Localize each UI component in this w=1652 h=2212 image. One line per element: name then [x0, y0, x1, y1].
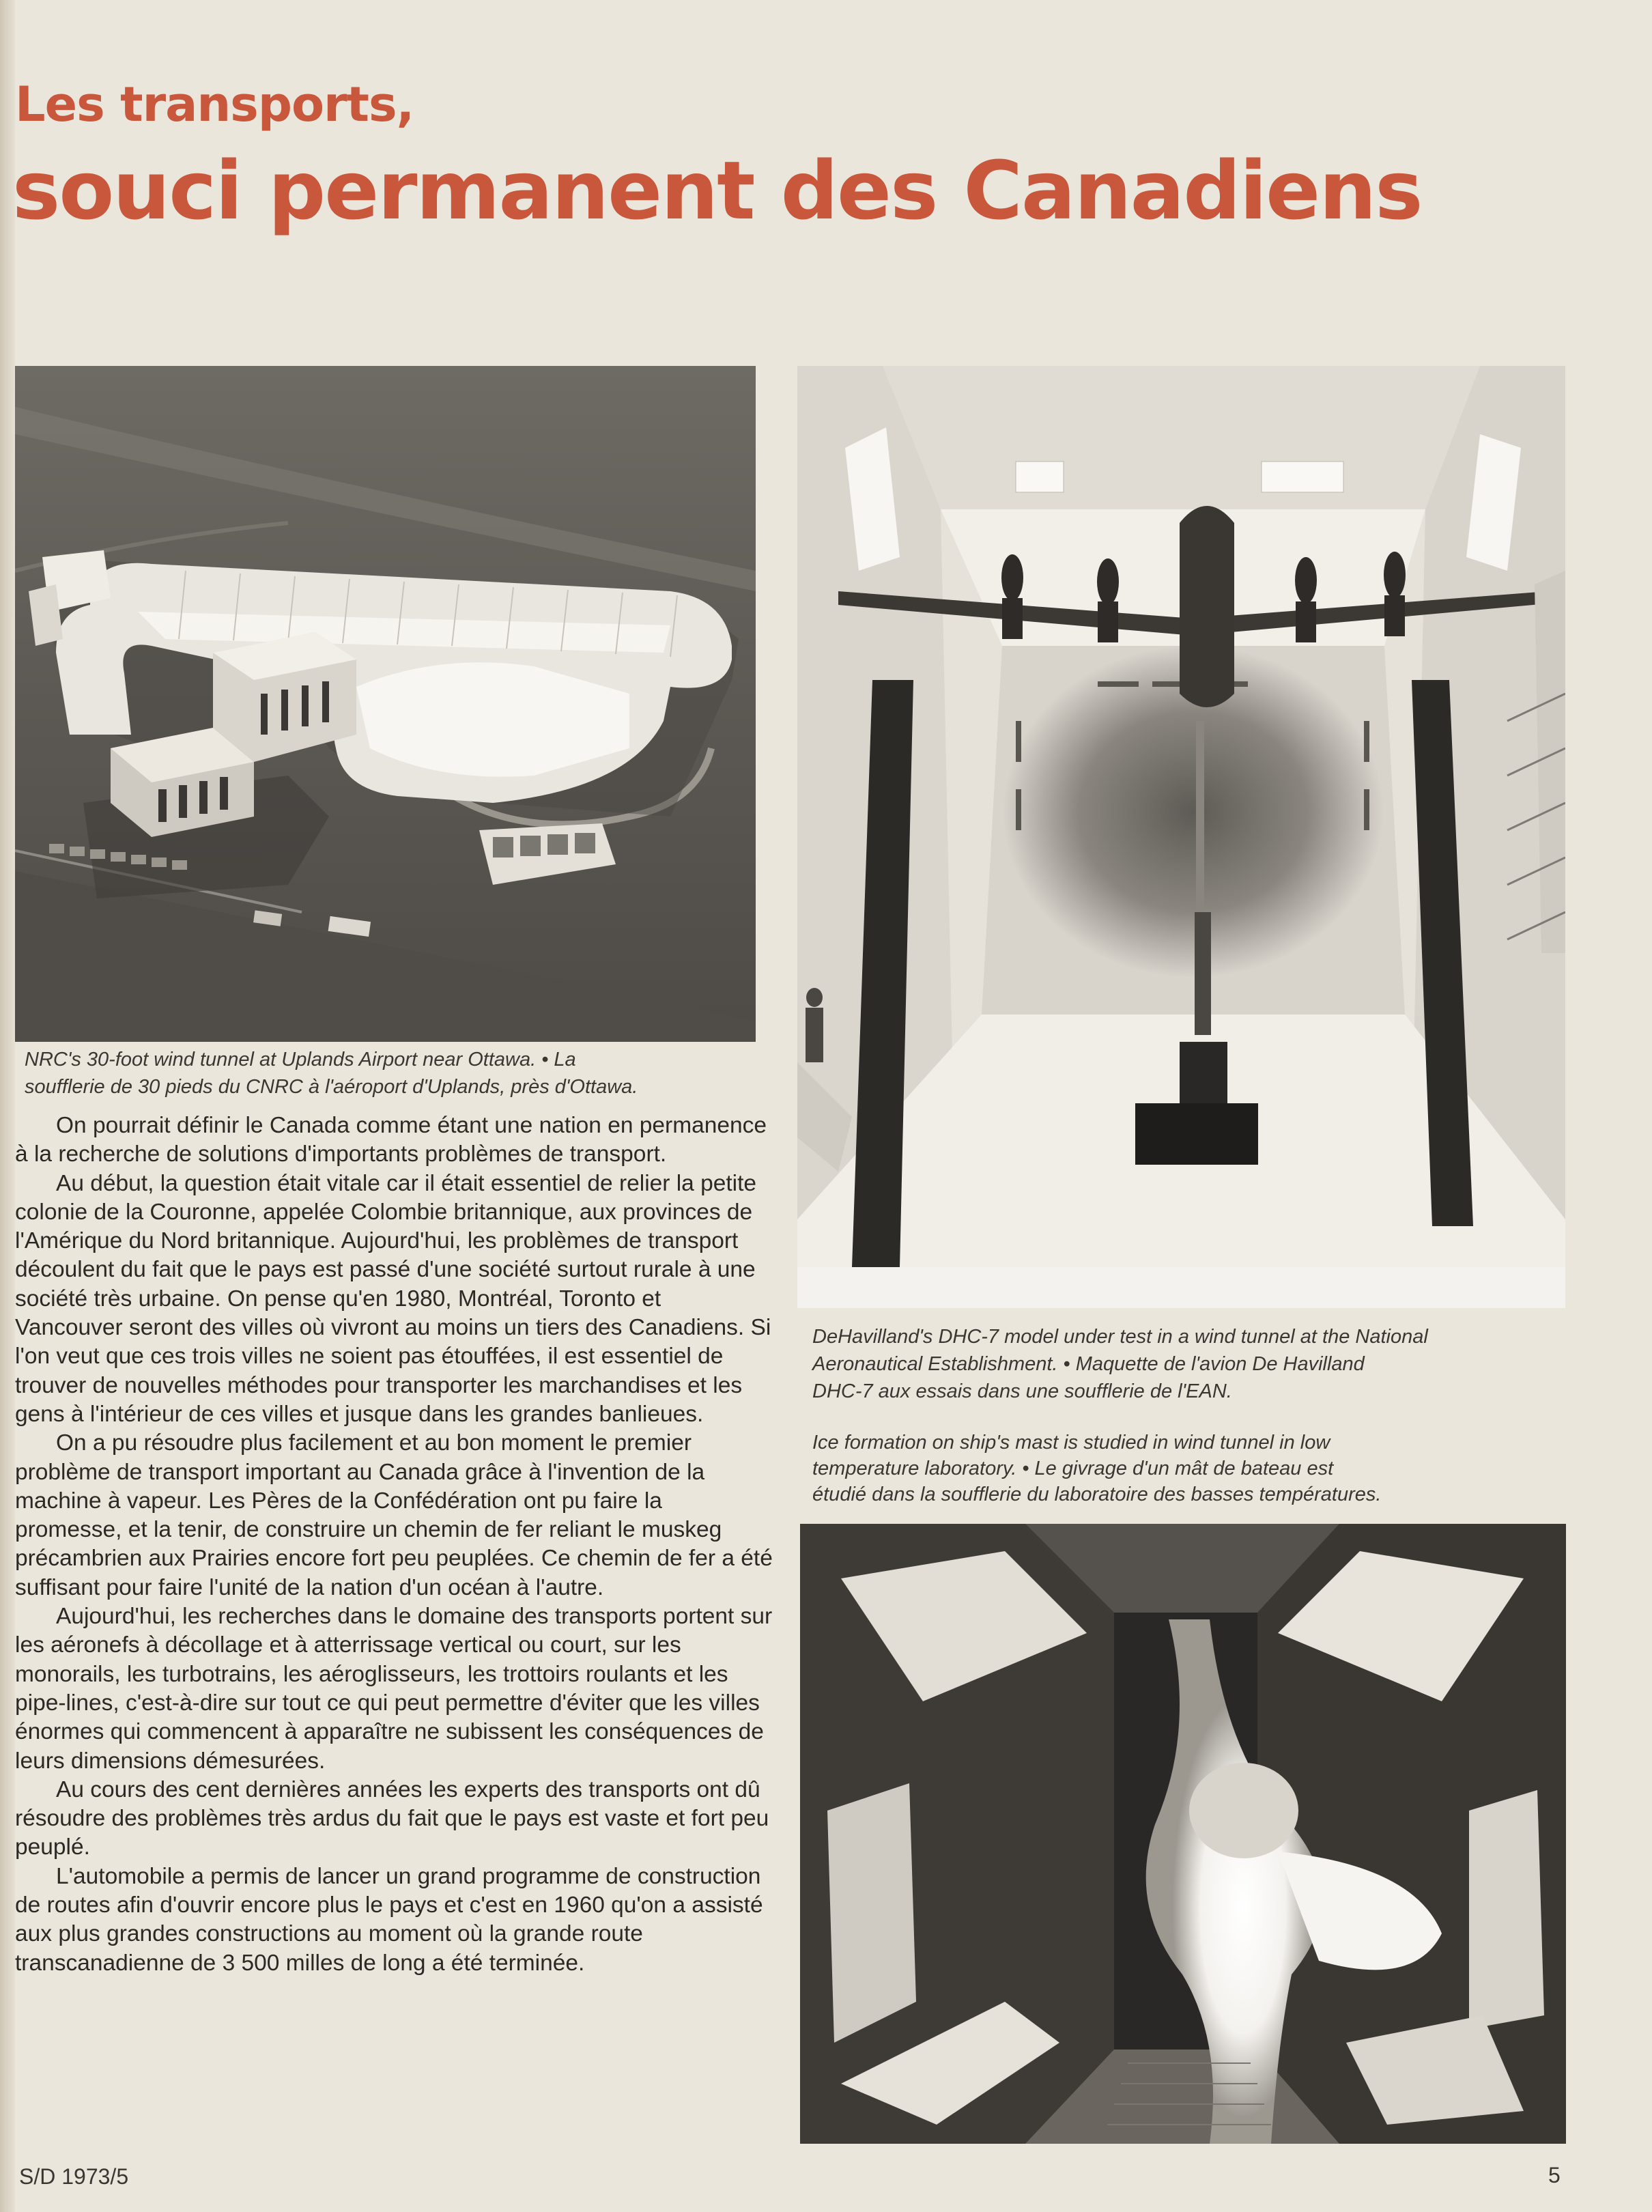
wind-tunnel-caption [25, 1046, 638, 1101]
dhc7-caption-line-1: DeHavilland's DHC-7 model under test in a wind tunnel at the National [812, 1326, 1428, 1348]
paragraph-4: Aujourd'hui, les recherches dans le domaine des transports portent sur les aéronefs à décollage et à atterrissage vertical ou court, sur les monorails, les turbotrains, les aéroglisseurs, les trottoirs roulants et les pipe-lines, c'est-à-dire sur tout ce qui peut permettre d'éviter que les villes énormes qui commencent à apparaître ne subissent les conséquences de leurs dimensions démesurées. [15, 1604, 773, 1774]
page-number: 5 [1548, 2163, 1561, 2187]
ice-caption-line-3: étudié dans la soufflerie du laboratoire des basses températures. [812, 1484, 1382, 1505]
dhc7-caption [812, 1323, 1428, 1405]
ice-caption [812, 1430, 1381, 1507]
article-body [15, 1111, 773, 1978]
wind-tunnel-caption-line-1: NRC's 30-foot wind tunnel at Uplands Airport near Ottawa. • La [25, 1049, 576, 1070]
issue-footer: S/D 1973/5 [19, 2164, 129, 2189]
dhc7-model-photo [797, 366, 1565, 1308]
wind-tunnel-aerial-photo [15, 366, 756, 1042]
headline-line-1: Les transports, [15, 76, 414, 132]
paragraph-1: On pourrait définir le Canada comme étant une nation en permanence à la recherche de solutions d'importants problèmes de transport. [15, 1113, 767, 1167]
wind-tunnel-caption-line-2: soufflerie de 30 pieds du CNRC à l'aéroport d'Uplands, près d'Ottawa. [25, 1076, 638, 1098]
ice-caption-line-1: Ice formation on ship's mast is studied in wind tunnel in low [812, 1432, 1330, 1454]
paragraph-3: On a pu résoudre plus facilement et au bon moment le premier problème de transport important au Canada grâce à l'invention de la machine à vapeur. Les Pères de la Confédération ont pu faire la promesse, et la tenir, de construire un chemin de fer reliant le muskeg précambrien aux Prairies encore fort peu peuplées. Ce chemin de fer a été suffisant pour faire l'unité de la nation d'un océan à l'autre. [15, 1430, 773, 1600]
dhc7-caption-line-2: Aeronautical Establishment. • Maquette de l'avion De Havilland [812, 1353, 1365, 1375]
ice-formation-photo [800, 1524, 1566, 2144]
paragraph-5: Au cours des cent dernières années les experts des transports ont dû résoudre des problèmes très ardus du fait que le pays est vaste et fort peu peuplé. [15, 1776, 769, 1860]
paragraph-6: L'automobile a permis de lancer un grand programme de construction de routes afin d'ouvrir encore plus le pays et c'est en 1960 qu'on a assisté aux plus grandes constructions au moment où la grande route transcanadienne de 3 500 milles de long a été terminée. [15, 1863, 763, 1976]
dhc7-caption-line-3: DHC-7 aux essais dans une soufflerie de l'EAN. [812, 1380, 1232, 1402]
headline-line-2: souci permanent des Canadiens [12, 143, 1422, 238]
ice-caption-line-2: temperature laboratory. • Le givrage d'un mât de bateau est [812, 1458, 1334, 1479]
paragraph-2: Au début, la question était vitale car il était essentiel de relier la petite colonie de la Couronne, appelée Colombie britannique, aux provinces de l'Amérique du Nord britannique. Aujourd'hui, les problèmes de transport découlent du fait que le pays est passé d'une société surtout rurale à une société très urbaine. On pense qu'en 1980, Montréal, Toronto et Vancouver seront des villes où vivront au moins un tiers des Canadiens. Si l'on veut que ces trois villes ne soient pas étouffées, il est essentiel de trouver de nouvelles méthodes pour transporter les marchandises et les gens à l'intérieur de ces villes et jusque dans les grandes banlieues. [15, 1170, 771, 1427]
binding-gutter [0, 0, 15, 2212]
